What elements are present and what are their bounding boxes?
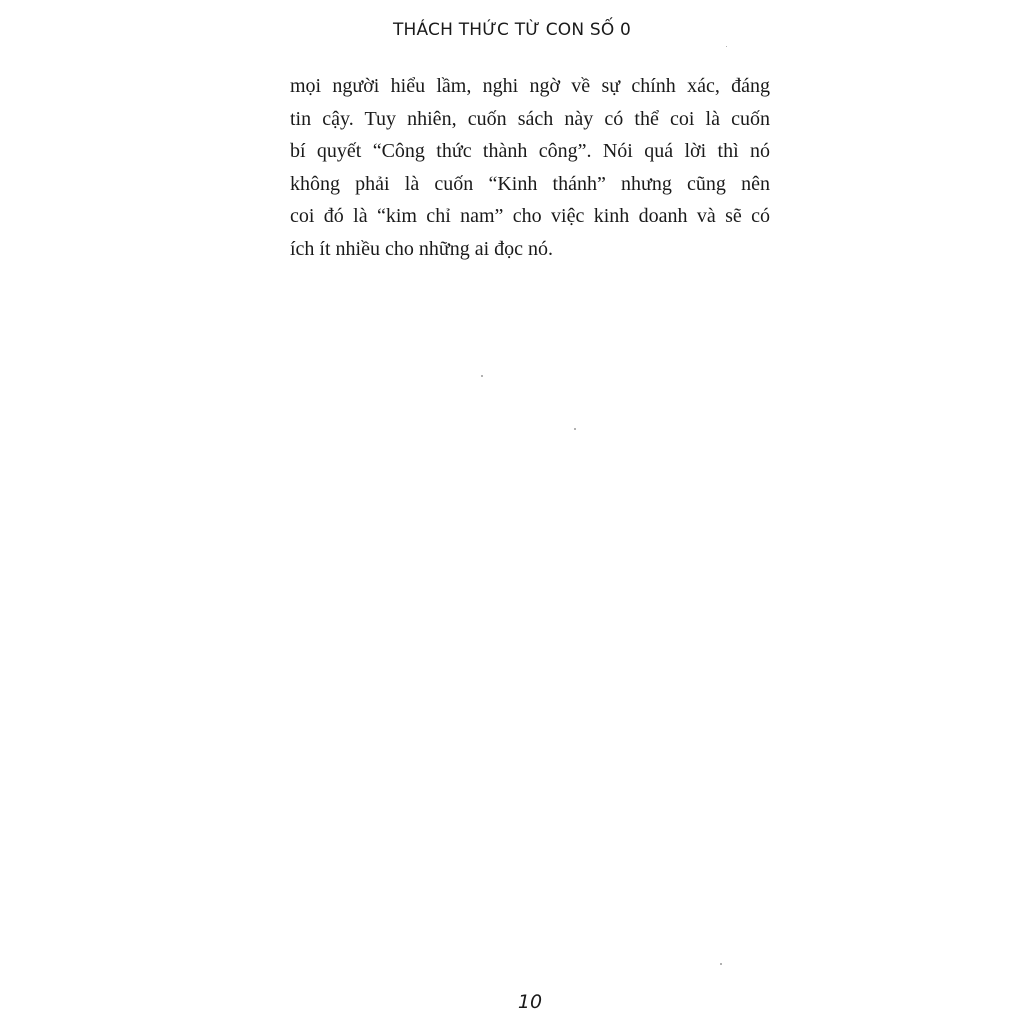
paragraph-line: ích ít nhiều cho những ai đọc nó. <box>290 237 554 260</box>
page-number: 10 <box>517 991 543 1013</box>
scan-speck <box>481 375 483 377</box>
body-paragraph <box>290 70 770 265</box>
paragraph-line: tin cậy. Tuy nhiên, cuốn sách này có thể coi là cuốn <box>290 107 770 130</box>
paragraph-line: không phải là cuốn “Kinh thánh” nhưng cũng nên <box>290 172 770 195</box>
paragraph-line: mọi người hiểu lầm, nghi ngờ về sự chính xác, đáng <box>290 75 770 97</box>
running-header-title: THÁCH THỨC TỪ CON SỐ 0 <box>392 20 632 40</box>
scan-speck <box>574 428 576 430</box>
scan-speck <box>726 46 727 47</box>
paragraph-line: coi đó là “kim chỉ nam” cho việc kinh doanh và sẽ có <box>290 205 770 227</box>
paragraph-line: bí quyết “Công thức thành công”. Nói quá lời thì nó <box>290 140 770 162</box>
scan-speck <box>720 963 722 965</box>
